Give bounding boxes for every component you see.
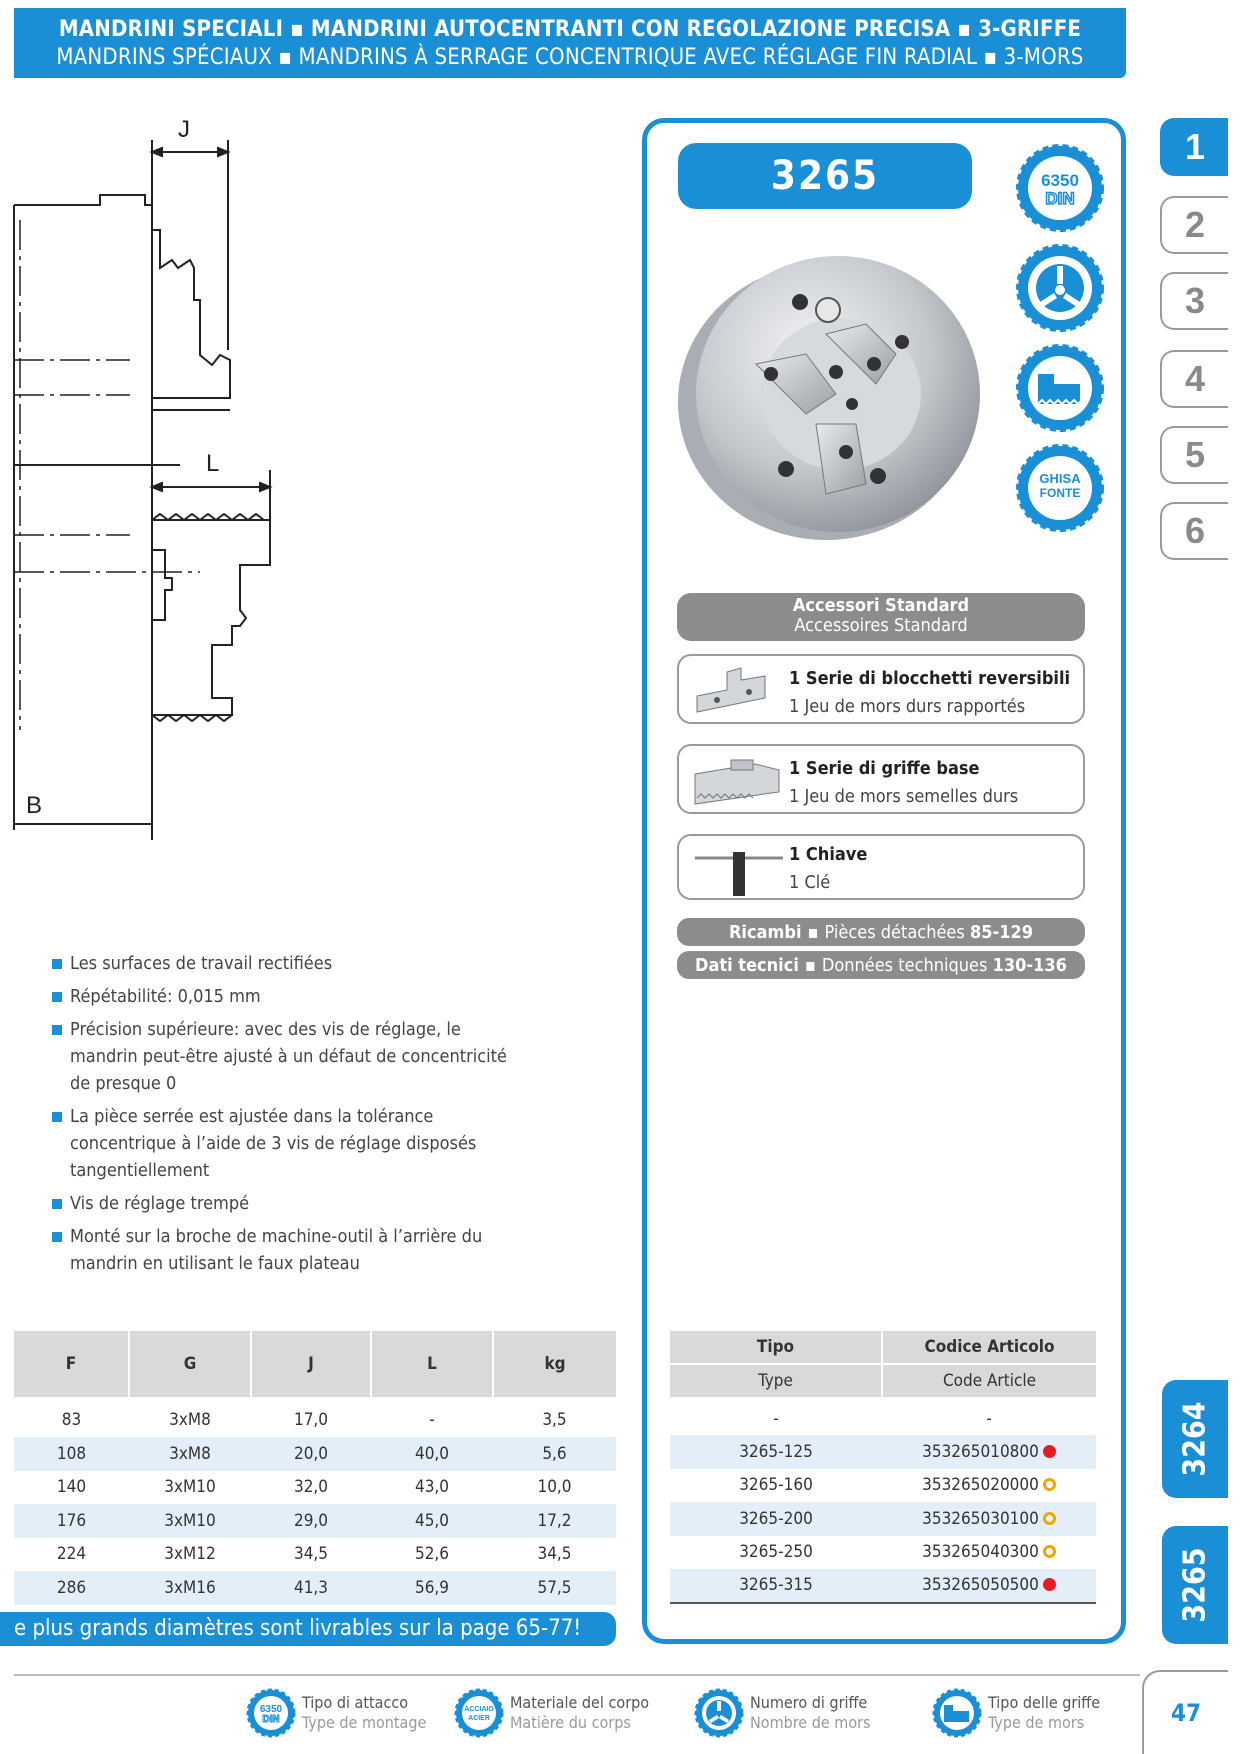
code-cell [882,1502,1096,1536]
technical-data-reference[interactable]: Dati tecnici ▪ Données techniques 130-136 [677,951,1085,979]
jaw-type-icon [932,1688,982,1738]
table-cell: 3xM8 [169,1410,211,1430]
type-cell: - [773,1409,779,1429]
wrench-key-icon [691,842,787,898]
column-header-kg: kg [493,1331,616,1397]
din-mount-icon [246,1688,296,1738]
technical-data-it: Dati tecnici [695,954,799,976]
table-cell: 45,0 [371,1504,493,1538]
table-cell: 56,9 [371,1571,493,1605]
side-tab-3265-label: 3265 [1177,1547,1213,1623]
chuck-product-image [676,244,988,544]
code-cell [882,1397,1096,1435]
accessories-header [677,593,1085,641]
table-row [670,1536,1096,1570]
table-cell: 34,5 [537,1544,572,1565]
code-cell [882,1569,1096,1603]
code-table-header-it [670,1331,1096,1364]
spare-parts-fr: Pièces détachées [824,921,965,943]
table-cell: 140 [56,1477,87,1498]
legend-din-number: 6350 [259,1704,283,1715]
table-row [14,1571,616,1605]
accessory-key-it: 1 Chiave [789,844,868,865]
legend-material-fr: Matière du corps [510,1713,631,1732]
legend-jaw-count-it: Numero di griffe [750,1693,868,1712]
table-cell: 57,5 [493,1571,616,1605]
code-table-header-fr [670,1364,1096,1397]
three-jaw-badge-icon [1016,244,1104,332]
header-title-it: MANDRINI SPECIALI ▪ MANDRINI AUTOCENTRANTI CON REGOLAZIONE PRECISA ▪ 3-GRIFFE [58,17,1082,42]
ghisa-badge-text: GHISA [1039,471,1081,486]
column-header-code-article: Code Article [882,1364,1096,1397]
table-cell: - [429,1410,435,1430]
status-orange-ring-icon [1043,1478,1056,1491]
base-jaw-icon [691,752,783,808]
type-cell: 3265-250 [739,1542,813,1563]
table-cell: 3,5 [542,1410,567,1430]
legend-acier-text: ACIER [468,1715,490,1722]
article-code: - [986,1409,992,1429]
din-badge-number: 6350 [1041,171,1079,190]
header-title-fr: MANDRINS SPÉCIAUX ▪ MANDRINS À SERRAGE CONCENTRIQUE AVEC RÉGLAGE FIN RADIAL ▪ 3-MORS [56,45,1084,70]
column-header-tipo: Tipo [670,1331,882,1364]
accessory-top-jaws-it: 1 Serie di blocchetti reversibili [789,668,1071,689]
side-tab-3265[interactable] [1162,1526,1228,1644]
feature-item: Précision supérieure: avec des vis de réglage, le mandrin peut-être ajusté à un défaut de concentricité de presque 0 [52,1016,512,1097]
dimension-table [14,1331,616,1605]
table-cell: 40,0 [371,1437,493,1471]
accessories-title-fr: Accessoires Standard [794,615,968,636]
jaw-count-icon [694,1688,744,1738]
table-row [670,1569,1096,1603]
legend-jaw-count-fr: Nombre de mors [750,1713,871,1732]
article-code: 353265020000 [922,1475,1039,1496]
legend-jaw-type [932,1688,1100,1738]
dimension-table-header [14,1331,616,1397]
table-row [14,1504,616,1538]
legend-material-it: Materiale del corpo [510,1693,650,1712]
article-code: 353265030100 [922,1508,1039,1529]
accessory-key-fr: 1 Clé [789,872,831,893]
table-row [14,1538,616,1572]
type-cell: 3265-160 [739,1475,813,1496]
legend-mount-fr: Type de montage [302,1713,427,1732]
table-cell: 43,0 [414,1477,450,1498]
page-number: 47 [1142,1670,1228,1754]
table-cell: 41,3 [251,1571,371,1605]
legend-jaw-type-it: Tipo delle griffe [988,1693,1101,1712]
accessories-title-it: Accessori Standard [792,595,970,616]
accessory-top-jaws-fr: 1 Jeu de mors durs rapportés [789,696,1026,717]
column-header-l: L [371,1331,493,1397]
feature-item: Monté sur la broche de machine-outil à l’arrière du mandrin en utilisant le faux plateau [52,1223,512,1277]
accessory-item-base-jaws [677,744,1085,814]
type-cell: 3265-315 [670,1569,882,1603]
table-cell: 3xM8 [129,1437,251,1471]
table-cell: 32,0 [293,1477,329,1498]
larger-diameters-note: e plus grands diamètres sont livrables sur la page 65-77! [0,1612,616,1646]
article-code-table [670,1331,1096,1604]
din-6350-badge-icon [1016,144,1104,232]
technical-data-fr: Données techniques [821,954,988,976]
table-cell: 286 [14,1571,129,1605]
article-code: 353265050500 [922,1575,1039,1596]
tab-1[interactable]: 1 [1160,118,1228,176]
feature-item: Les surfaces de travail rectifiées [52,950,512,977]
status-red-dot-icon [1043,1445,1056,1458]
column-header-j: J [251,1331,371,1397]
table-cell: 176 [14,1504,129,1538]
tab-2[interactable]: 2 [1160,196,1228,254]
top-jaw-icon [691,662,775,718]
tab-3[interactable]: 3 [1160,272,1228,330]
feature-list [52,950,512,1283]
din-badge-text: DIN [1045,189,1075,208]
tab-4[interactable]: 4 [1160,350,1228,408]
table-cell: 3xM10 [164,1477,216,1498]
technical-data-pages: 130-136 [992,954,1067,976]
accessory-base-jaws-it: 1 Serie di griffe base [789,758,980,779]
column-header-type: Type [670,1364,882,1397]
steel-body-icon [454,1688,504,1738]
legend-jaw-count [694,1688,871,1738]
tab-6[interactable]: 6 [1160,502,1228,560]
article-code: 353265010800 [922,1441,1039,1462]
chuck-cross-section-drawing [0,110,300,850]
table-cell: 83 [61,1410,82,1430]
code-cell [882,1469,1096,1503]
legend-body-material [454,1688,649,1738]
table-cell: 5,6 [493,1437,616,1471]
dim-label-l: L [206,450,220,477]
article-code: 353265040300 [922,1542,1039,1563]
spare-parts-reference[interactable]: Ricambi ▪ Pièces détachées 85-129 [677,918,1085,946]
accessory-item-top-jaws [677,654,1085,724]
tab-5[interactable]: 5 [1160,426,1228,484]
footer-divider [14,1674,1140,1676]
code-cell [882,1536,1096,1570]
column-header-codice: Codice Articolo [882,1331,1096,1364]
table-cell: 17,2 [493,1504,616,1538]
dim-label-j: J [178,116,190,143]
table-cell: 17,0 [293,1410,329,1430]
page-header [14,8,1126,78]
table-cell: 108 [14,1437,129,1471]
column-header-f: F [14,1331,129,1397]
ghisa-fonte-badge-icon [1016,444,1104,532]
legend-din-text: DIN [262,1714,280,1725]
table-cell: 3xM12 [164,1544,216,1565]
table-row [14,1397,616,1437]
fonte-badge-text: FONTE [1039,486,1081,500]
table-cell: 29,0 [251,1504,371,1538]
table-row [670,1397,1096,1435]
table-row [670,1469,1096,1503]
accessory-base-jaws-fr: 1 Jeu de mors semelles durs [789,786,1019,807]
table-cell: 52,6 [414,1544,450,1565]
spare-parts-pages: 85-129 [969,921,1034,943]
feature-item: La pièce serrée est ajustée dans la tolérance concentrique à l’aide de 3 vis de réglage disposés tangentiellement [52,1103,512,1184]
code-cell [882,1435,1096,1469]
table-row [14,1437,616,1471]
table-cell: 3xM16 [129,1571,251,1605]
jaw-type-badge-icon [1016,344,1104,432]
spare-parts-it: Ricambi [728,921,802,943]
side-tab-3264-label: 3264 [1177,1401,1213,1477]
table-cell: 224 [56,1544,87,1565]
legend-jaw-type-fr: Type de mors [988,1713,1085,1732]
feature-item: Vis de réglage trempé [52,1190,512,1217]
table-cell: 3xM10 [129,1504,251,1538]
table-row [14,1471,616,1505]
type-cell: 3265-125 [670,1435,882,1469]
model-number: 3265 [678,143,972,209]
feature-item: Répétabilité: 0,015 mm [52,983,512,1010]
type-cell: 3265-200 [670,1502,882,1536]
legend-mount-type [246,1688,426,1738]
status-orange-ring-icon [1043,1512,1056,1525]
table-cell: 20,0 [251,1437,371,1471]
status-red-dot-icon [1043,1578,1056,1591]
table-row [670,1435,1096,1469]
status-orange-ring-icon [1043,1545,1056,1558]
table-cell: 10,0 [537,1477,572,1498]
table-row [670,1502,1096,1536]
table-cell: 34,5 [293,1544,329,1565]
side-tab-3264[interactable] [1162,1380,1228,1498]
column-header-g: G [129,1331,251,1397]
technical-drawing [0,110,300,850]
accessory-item-key [677,834,1085,900]
legend-acciaio-text: ACCIAIO [464,1706,494,1713]
legend-mount-it: Tipo di attacco [302,1693,409,1712]
dim-label-b: B [26,792,43,819]
